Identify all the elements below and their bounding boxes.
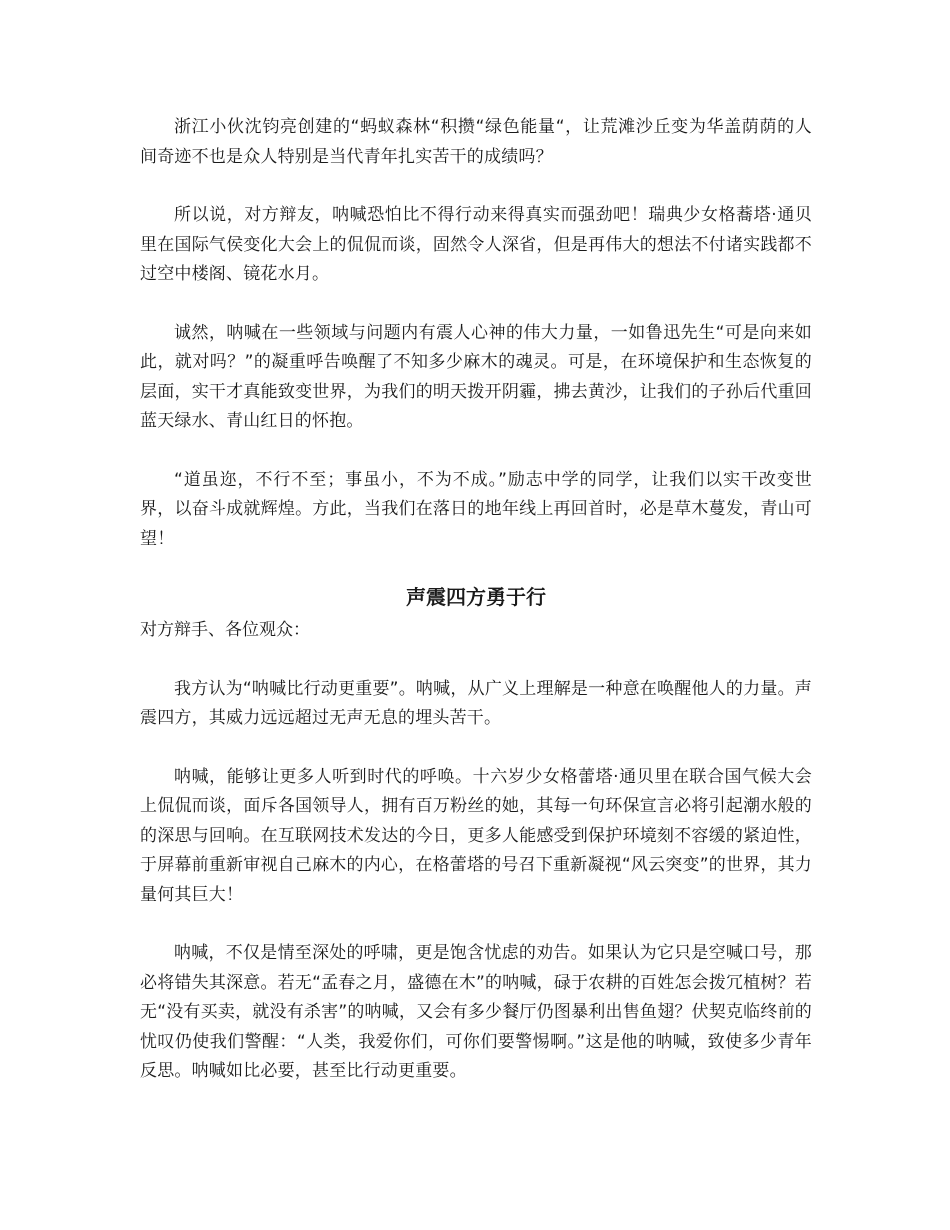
- paragraph: 呐喊，能够让更多人听到时代的呼唤。十六岁少女格蕾塔·通贝里在联合国气候大会上侃侃而谈，面斥各国领导人，拥有百万粉丝的她，其每一句环保宣言必将引起潮水般的的深思与回响。在互联网技术发达的今日，更多人能感受到保护环境刻不容缓的紧迫性，于屏幕前重新审视自己麻木的内心，在格蕾塔的号召下重新凝视“风云突变”的世界，其力量何其巨大！: [140, 766, 812, 905]
- paragraph: “道虽迩，不行不至；事虽小，不为不成。”励志中学的同学，让我们以实干改变世界，以奋斗成就辉煌。方此，当我们在落日的地年线上再回首时，必是草木蔓发，青山可望！: [140, 469, 812, 549]
- salutation: 对方辩手、各位观众：: [140, 620, 310, 640]
- paragraph: 呐喊，不仅是情至深处的呼啸，更是饱含忧虑的劝告。如果认为它只是空喊口号，那必将错失其深意。若无“孟春之月，盛德在木”的呐喊，碌于农耕的百姓怎会拨冗植树？若无“没有买卖，就没有杀害”的呐喊，又会有多少餐厅仍图暴利出售鱼翅？伏契克临终前的忧叹仍使我们警醒：“人类，我爱你们，可你们要警惕啊。”这是他的呐喊，致使多少青年反思。呐喊如比必要，甚至比行动更重要。: [140, 943, 812, 1081]
- paragraph: 诚然，呐喊在一些领域与问题内有震人心神的伟大力量，一如鲁迅先生“可是向来如此，就对吗？”的凝重呼告唤醒了不知多少麻木的魂灵。可是，在环境保护和生态恢复的层面，实干才真能致变世界，为我们的明天拨开阴霾，拂去黄沙，让我们的子孙后代重回蓝天绿水、青山红日的怀抱。: [140, 322, 812, 431]
- document-page: [140, 113, 812, 1116]
- paragraph: 所以说，对方辩友，呐喊恐怕比不得行动来得真实而强劲吧！瑞典少女格蕎塔·通贝里在国际气侯变化大会上的侃侃而谈，固然令人深省，但是再伟大的想法不付诸实践都不过空中楼阁、镜花水月。: [140, 205, 812, 284]
- section-title: 声震四方勇于行: [406, 585, 546, 609]
- paragraph: 浙江小伙沈钧亮创建的“蚂蚁森林“积攒“绿色能量“，让荒滩沙丘变为华盖荫荫的人间奇迹不也是众人特别是当代青年扎实苦干的成绩吗？: [140, 117, 812, 167]
- paragraph: 我方认为“呐喊比行动更重要”。呐喊，从广义上理解是一种意在唤醒他人的力量。声震四方，其威力远远超过无声无息的埋头苦干。: [140, 678, 812, 728]
